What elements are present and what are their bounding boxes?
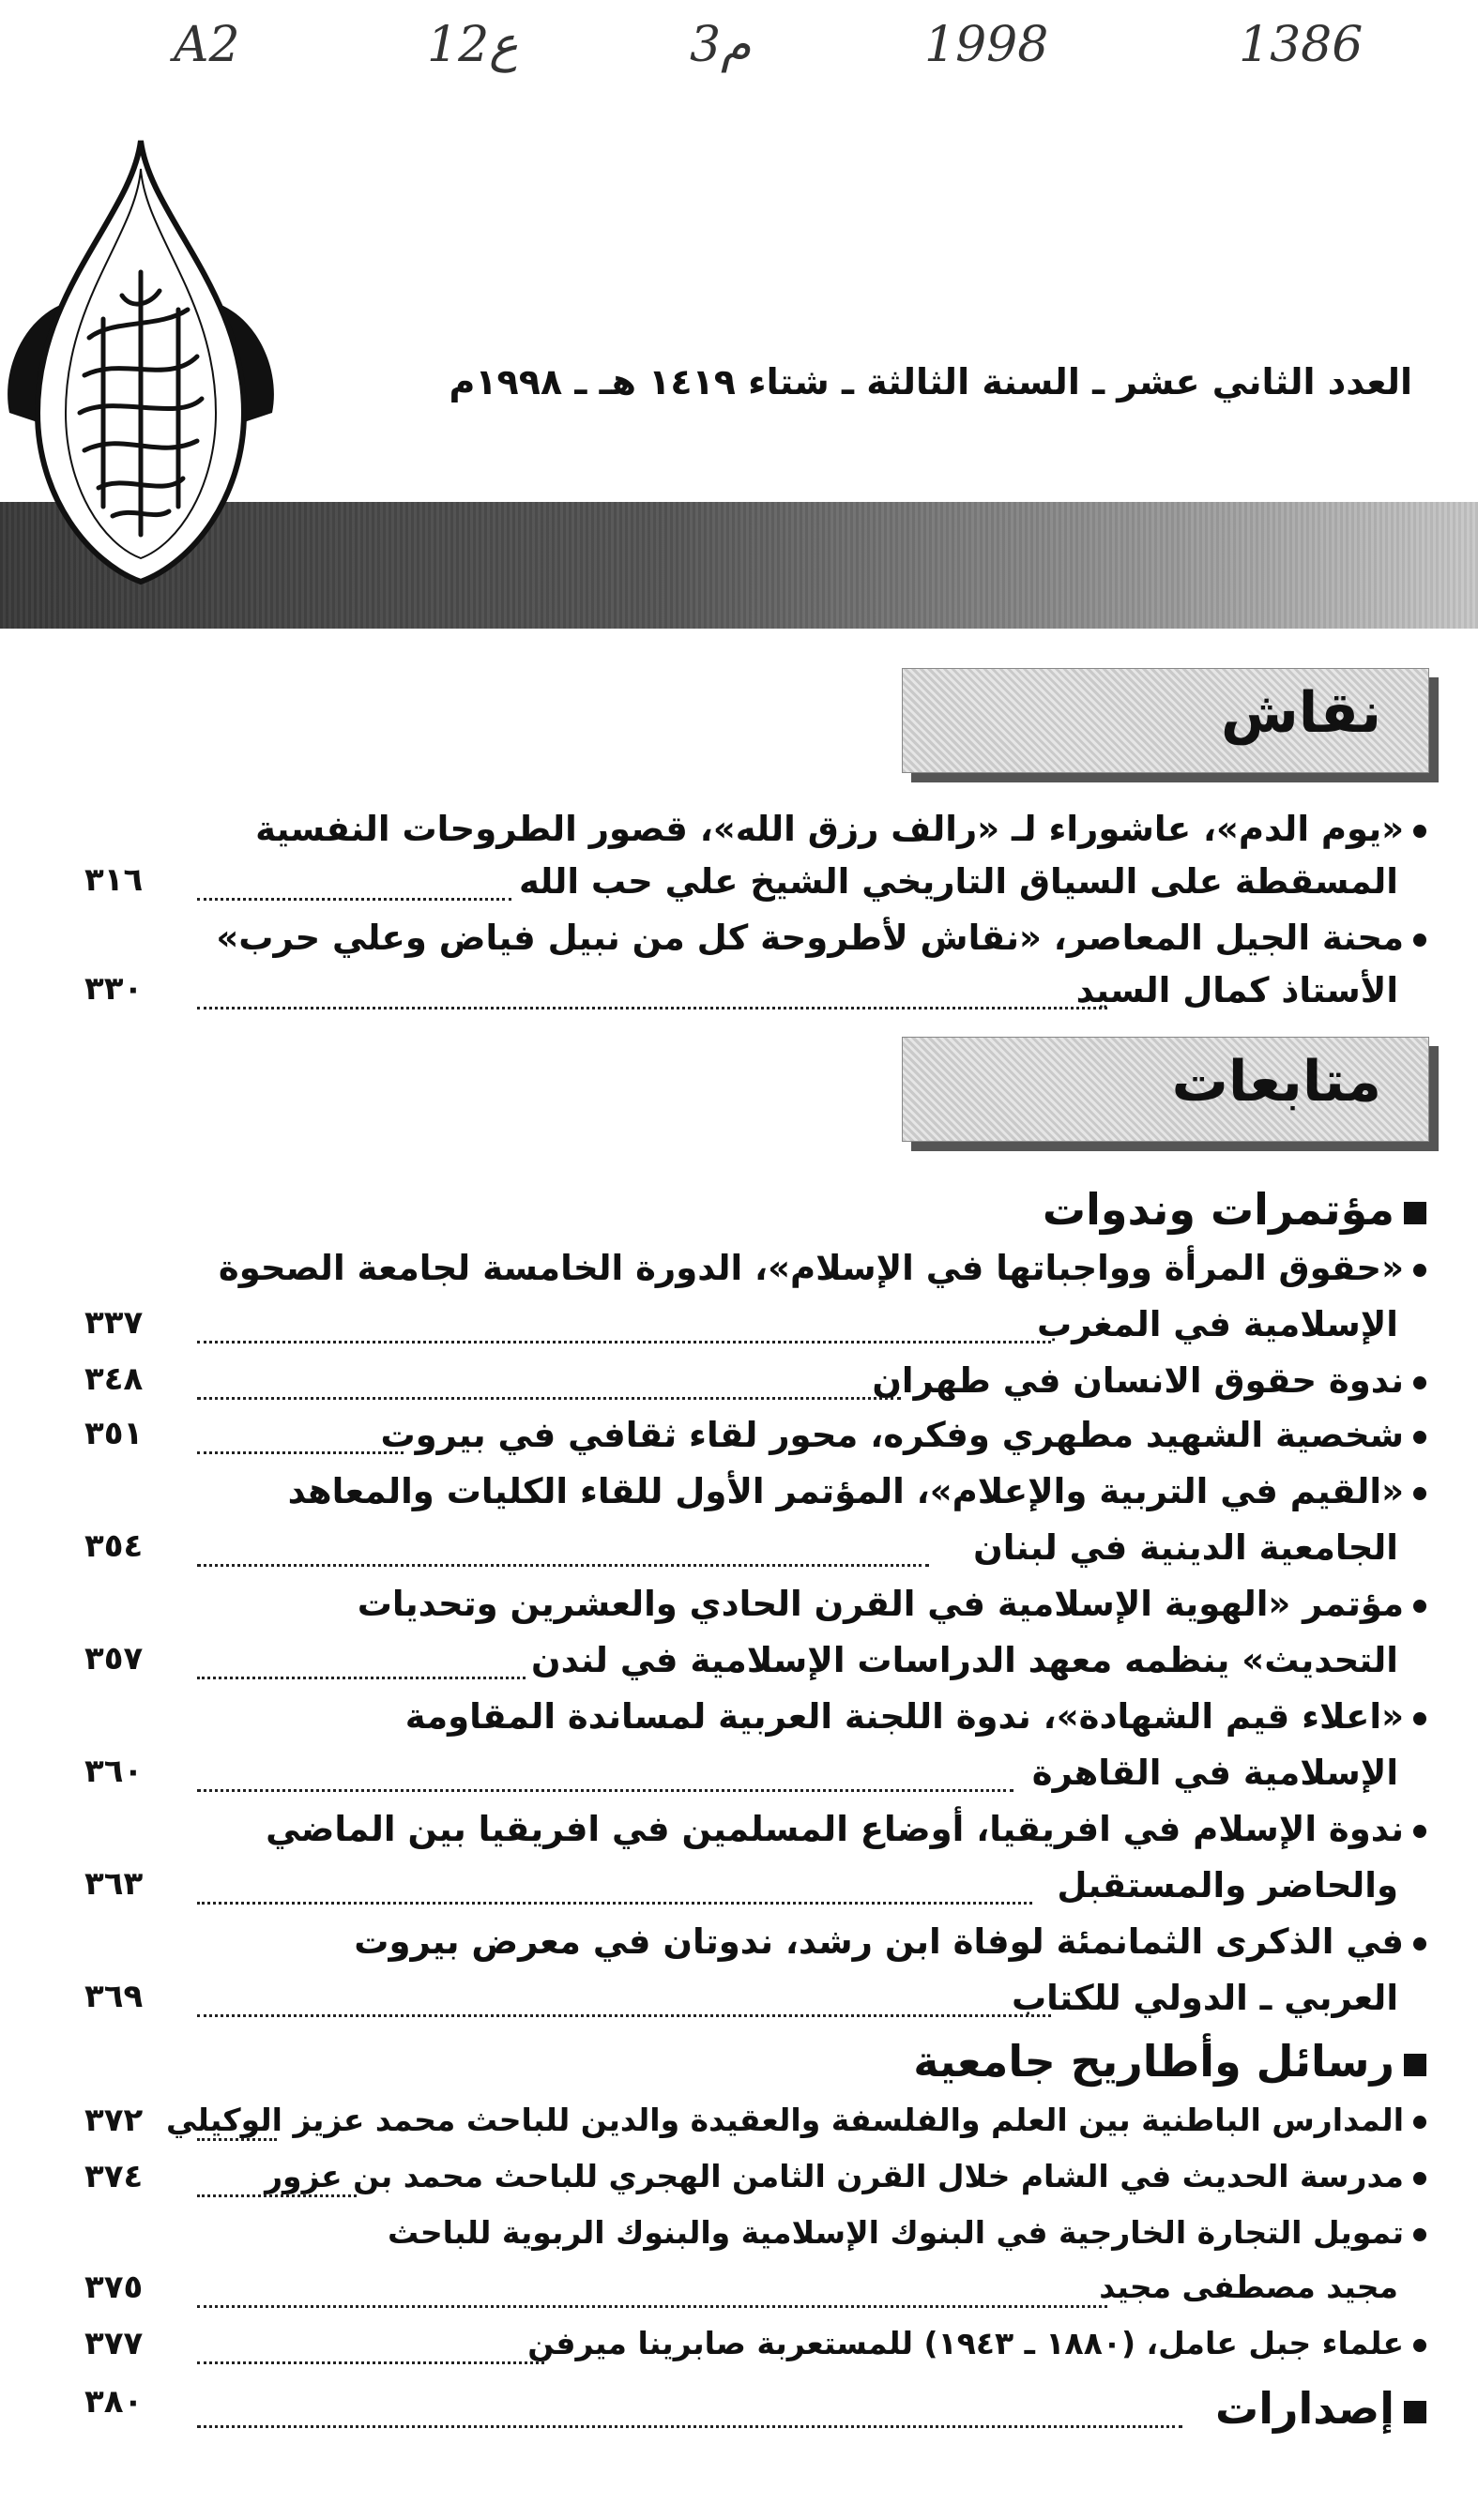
toc-entry[interactable]: مؤتمر «الهوية الإسلامية في القرن الحادي والعشرين وتحديات bbox=[84, 1584, 1426, 1636]
toc-entry[interactable]: «القيم في التربية والإعلام»، المؤتمر الأول للقاء الكليات والمعاهد bbox=[84, 1471, 1426, 1524]
calligraphy-logo-icon bbox=[0, 131, 282, 600]
bullet-icon bbox=[1413, 934, 1426, 947]
handwritten-mark: A2 bbox=[174, 17, 240, 73]
toc-entry[interactable]: ندوة الإسلام في افريقيا، أوضاع المسلمين في افريقيا بين الماضي bbox=[84, 1809, 1426, 1861]
toc-entry[interactable]: الجامعية الدينية في لبنان ٣٥٤ bbox=[84, 1527, 1398, 1568]
bullet-icon bbox=[1413, 2116, 1426, 2129]
bullet-icon bbox=[1413, 1937, 1426, 1951]
bullet-icon bbox=[1413, 2339, 1426, 2352]
square-bullet-icon bbox=[1404, 1202, 1426, 1224]
toc-entry[interactable]: شخصية الشهيد مطهري وفكره، محور لقاء ثقافي في بيروت ٣٥١ bbox=[84, 1415, 1426, 1467]
toc-entry[interactable]: «يوم الدم»، عاشوراء لـ «رالف رزق الله»، قصور الطروحات النفسية bbox=[84, 809, 1426, 861]
subsection-heading[interactable]: إصدارات ٣٨٠ bbox=[84, 2383, 1426, 2441]
bullet-icon bbox=[1413, 1600, 1426, 1613]
toc-entry[interactable]: محنة الجيل المعاصر، «نقاش لأطروحة كل من نبيل فياض وعلي حرب» bbox=[84, 918, 1426, 970]
toc-entry[interactable]: مدرسة الحديث في الشام خلال القرن الثامن الهجري للباحث محمد بن عزور ٣٧٤ bbox=[84, 2158, 1426, 2210]
bullet-icon bbox=[1413, 1487, 1426, 1500]
toc-entry[interactable]: والحاضر والمستقبل ٣٦٣ bbox=[84, 1865, 1398, 1905]
toc-entry[interactable]: تمويل التجارة الخارجية في البنوك الإسلامية والبنوك الربوية للباحث bbox=[84, 2214, 1426, 2267]
handwritten-mark: 12ع bbox=[427, 17, 519, 73]
toc-entry[interactable]: المسقطة على السياق التاريخي الشيخ علي حب الله ٣١٦ bbox=[84, 861, 1398, 902]
handwritten-mark: 3م bbox=[690, 17, 752, 73]
issue-info: العدد الثاني عشر ـ السنة الثالثة ـ شتاء ١٤١٩ هـ ـ ١٩٩٨م bbox=[449, 361, 1412, 402]
bullet-icon bbox=[1413, 1431, 1426, 1444]
bullet-icon bbox=[1413, 1264, 1426, 1277]
toc-entry[interactable]: في الذكرى الثمانمئة لوفاة ابن رشد، ندوتان في معرض بيروت bbox=[84, 1921, 1426, 1974]
toc-entry[interactable]: الإسلامية في القاهرة ٣٦٠ bbox=[84, 1753, 1398, 1793]
toc-entry[interactable]: العربي ـ الدولي للكتاب ٣٦٩ bbox=[84, 1978, 1398, 2018]
bullet-icon bbox=[1413, 1825, 1426, 1838]
toc-entry[interactable]: علماء جبل عامل، (١٨٨٠ ـ ١٩٤٣) للمستعربة صابرينا ميرفن ٣٧٧ bbox=[84, 2325, 1426, 2377]
section-heading-mutabaat bbox=[902, 1037, 1429, 1142]
handwritten-mark: 1386 bbox=[1239, 17, 1364, 73]
toc-entry[interactable]: التحديث» ينظمه معهد الدراسات الإسلامية في لندن ٣٥٧ bbox=[84, 1640, 1398, 1680]
subsection-heading: رسائل وأطاريح جامعية bbox=[84, 2036, 1426, 2094]
toc-entry[interactable]: «اعلاء قيم الشهادة»، ندوة اللجنة العربية لمساندة المقاومة bbox=[84, 1696, 1426, 1749]
bullet-icon bbox=[1413, 2228, 1426, 2241]
section-title: نقاش bbox=[1220, 680, 1381, 746]
subsection-heading: مؤتمرات وندوات bbox=[84, 1184, 1426, 1242]
toc-entry[interactable]: المدارس الباطنية بين العلم والفلسفة والعقيدة والدين للباحث محمد عزيز الوكيلي ٣٧٢ bbox=[84, 2102, 1426, 2154]
section-heading-niqash bbox=[902, 668, 1429, 773]
section-title: متابعات bbox=[1171, 1049, 1381, 1115]
toc-entry[interactable]: «حقوق المرأة وواجباتها في الإسلام»، الدورة الخامسة لجامعة الصحوة bbox=[84, 1248, 1426, 1300]
bullet-icon bbox=[1413, 1712, 1426, 1725]
handwritten-mark: 1998 bbox=[924, 17, 1049, 73]
bullet-icon bbox=[1413, 1376, 1426, 1389]
toc-entry[interactable]: مجيد مصطفى مجيد ٣٧٥ bbox=[84, 2269, 1398, 2306]
square-bullet-icon bbox=[1404, 2401, 1426, 2423]
bullet-icon bbox=[1413, 825, 1426, 838]
toc-entry[interactable]: ندوة حقوق الانسان في طهران ٣٤٨ bbox=[84, 1360, 1426, 1413]
bullet-icon bbox=[1413, 2172, 1426, 2185]
toc-entry[interactable]: الإسلامية في المغرب ٣٣٧ bbox=[84, 1304, 1398, 1344]
toc-entry[interactable]: الأستاذ كمال السيد ٣٣٠ bbox=[84, 970, 1398, 1010]
square-bullet-icon bbox=[1404, 2054, 1426, 2076]
